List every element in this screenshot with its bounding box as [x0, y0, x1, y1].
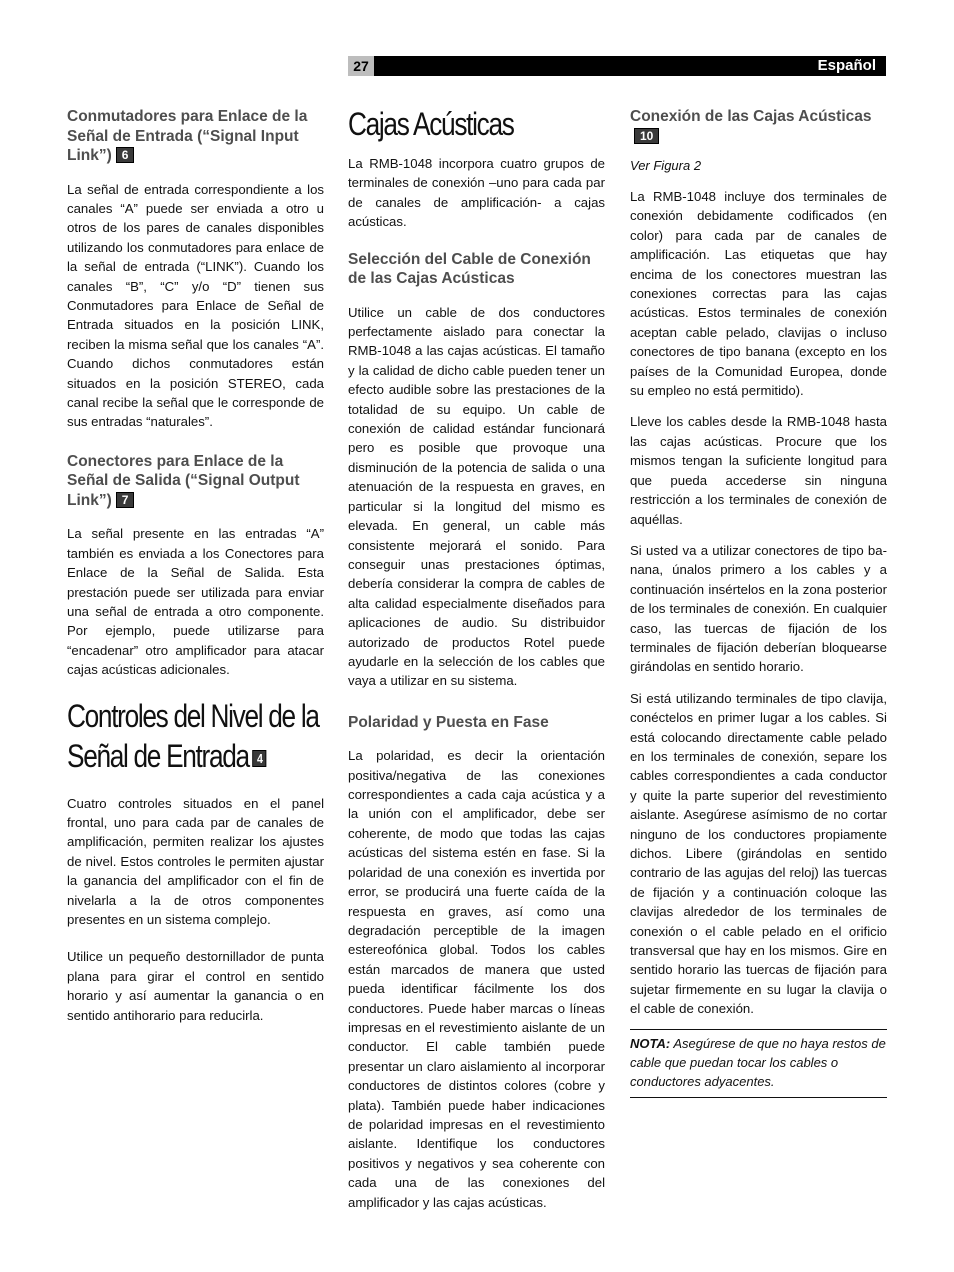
paragraph-connection-2: Lleve los cables desde la RMB-1048 hasta las cajas acústicas. Procure que los mismos tengan la suficiente longitud para que pueda accederse sin ninguna restricción a los terminales de conexión de aquéllas. — [630, 414, 887, 527]
heading-speakers: Cajas Acústicas — [348, 106, 514, 142]
column-left — [67, 107, 324, 1035]
column-right — [630, 107, 887, 1098]
paragraph-speakers: La RMB-1048 incorpora cuatro grupos de terminales de conexión –uno para cada par de canales de amplificación- a cajas acústicas. — [348, 156, 605, 230]
heading-speaker-connection: Conexión de las Cajas Acústicas10 — [630, 108, 872, 143]
paragraph-connection-1: La RMB-1048 incluye dos terminales de conexión debidamente codificados (en color) para cada par de canales de amplificación. Las etiquetas que hay encima de los conectores muestran las conexiones correctas para las cajas acústicas. Estos terminales de conexión aceptan cable pelado, clavijas o incluso conectores de tipo banana (excepto en los países de la Comunidad Europea, donde su empleo no está permitido). — [630, 189, 887, 399]
callout-badge-10: 10 — [634, 128, 659, 144]
page-number: 27 — [348, 56, 374, 76]
paragraph-connection-3: Si usted va a utilizar conectores de tipo banana, únalos primero a los cables y a continuación insértelos en la zona posterior de los terminales de conexión. En cualquier caso, las tuercas de fijación de los terminales de fijación deberían bloquearse girándolas en sentido horario. — [630, 542, 887, 675]
header-bar — [348, 56, 886, 76]
note-label: NOTA: — [630, 1035, 671, 1051]
note-text: NOTA: Asegúrese de que no haya restos de cable que puedan tocar los cables o conductores adyacentes. — [630, 1035, 886, 1089]
heading-signal-output-link: Conectores para Enlace de la Señal de Salida (“Signal Output Link”) 7 — [67, 452, 300, 509]
paragraph-connection-4: Si está utilizando terminales de tipo clavija, conéctelos en primer lugar a los cables. Si está colocando directamente cable pelado en los terminales de conexión, separe los cables correspondientes a cada conductor y quite la parte superior del revestimiento aislante. Asegúrese asímismo de no cortar ninguno de los conductores propiamente dichos. Libere (girándolas en sentido contrario de las agujas del reloj) las tuercas de fijación y a continuación coloque las clavijas alrededor de los terminales de conexión o el cable pelado en el orificio transversal que hay en los mismos. Gire en sentido horario las tuercas de fijación para sujetar firmemente en su lugar la clavija o el cable de conexión. — [630, 690, 887, 1017]
paragraph-signal-input-link: La señal de entrada correspondiente a los canales “A” puede ser enviada a otro u otros de los pares de canales disponibles utilizando los conmutadores para enlace de la señal de entrada (“LINK”). Cuando los canales “B”, “C” y/o “D” tienen sus Conmutadores para Enlace de Señal de Entrada situados en la posición LINK, reciben la misma señal que los canales “A”. Cuando dichos conmutadores están situados en la posición STEREO, cada canal recibe la señal que le corresponde de sus entradas “naturales”. — [67, 181, 324, 430]
callout-badge-7: 7 — [116, 492, 135, 508]
callout-badge-6: 6 — [116, 147, 135, 163]
column-middle — [348, 104, 605, 1222]
heading-signal-input-link: Conmutadores para Enlace de la Señal de Entrada (“Signal Input Link”) 6 — [67, 108, 308, 164]
paragraph-signal-output-link: La señal presente en las entradas “A” también es enviada a los Conectores para Enlace de la Señal de Salida. Esta prestación puede ser utilizada para enviar una señal de entrada a otro componente. Por ejemplo, puede utilizarse para “encadenar” otro amplificador para atacar cajas acústicas adicionales. — [67, 526, 324, 678]
callout-badge-4: 4 — [252, 750, 266, 767]
heading-polarity: Polaridad y Puesta en Fase — [348, 713, 549, 731]
paragraph-polarity: La polaridad, es decir la orientación positiva/negativa de las conexiones correspondientes a cada caja acústica y a la unión con el amplificador, debe ser coherente, de modo que todas las cajas acústicas del sistema estén en fase. Si la polaridad de una conexión es invertida por error, se producirá una fuerte caída de la respuesta en graves, así como una degradación perceptible de la imagen estereofónica global. Todos los cables están marcados de manera que usted pueda identificar fácilmente los dos conductores. Puede haber marcas o líneas impresas en el revestimiento aislante de un conductor. El cable también puede presentar un claro aislamiento al incorporar conductores de distintos colores (cobre y plata). También puede haber indicaciones de polaridad impresas en el revestimiento aislante. Identifique los conductores positivos y negativos y sea coherente con cada una de las conexiones del amplificador y las cajas acústicas. — [348, 748, 605, 1210]
paragraph-level-controls-2: Utilice un pequeño destornillador de punta plana para girar el control en sentido horario y así aumentar la ganancia o en sentido antihorario para reducirla. — [67, 949, 324, 1023]
paragraph-cable-selection: Utilice un cable de dos conductores perfectamente aislado para conectar la RMB-1048 a las cajas acústicas. El tamaño y la calidad de dicho cable pueden tener un efecto audible sobre las prestaciones de la totalidad de su equipo. Un cable de conexión de calidad estándar funcionará pero es posible que provoque una disminución de la potencia de salida o una atenuación de la respuesta en graves, en particular si la longitud del mismo es elevada. En general, un cable más consistente mejorará el sonido. Para conseguir unas prestaciones óptimas, debería considerar la compra de cables de alta calidad especialmente diseñados para aplicaciones de audio. Su distribuidor autorizado de productos Rotel puede ayudarle en la selección de los cables que vaya a utilizar en su sistema. — [348, 304, 605, 689]
heading-cable-selection: Selección del Cable de Conexión de las Cajas Acústicas — [348, 250, 591, 288]
paragraph-level-controls-1: Cuatro controles situados en el panel frontal, uno para cada par de canales de amplificación, permiten realizar los ajustes de nivel. Estos controles le permiten ajustar la ganancia del amplificador con el fin de nivelarla a la de otros componentes presentes en un sistema complejo. — [67, 795, 324, 927]
language-label: Español — [817, 57, 876, 74]
heading-input-level-controls: Controles del Nivel de la Señal de Entrada 4 — [67, 697, 319, 774]
figure-reference: Ver Figura 2 — [630, 158, 702, 173]
note-box — [630, 1029, 887, 1098]
